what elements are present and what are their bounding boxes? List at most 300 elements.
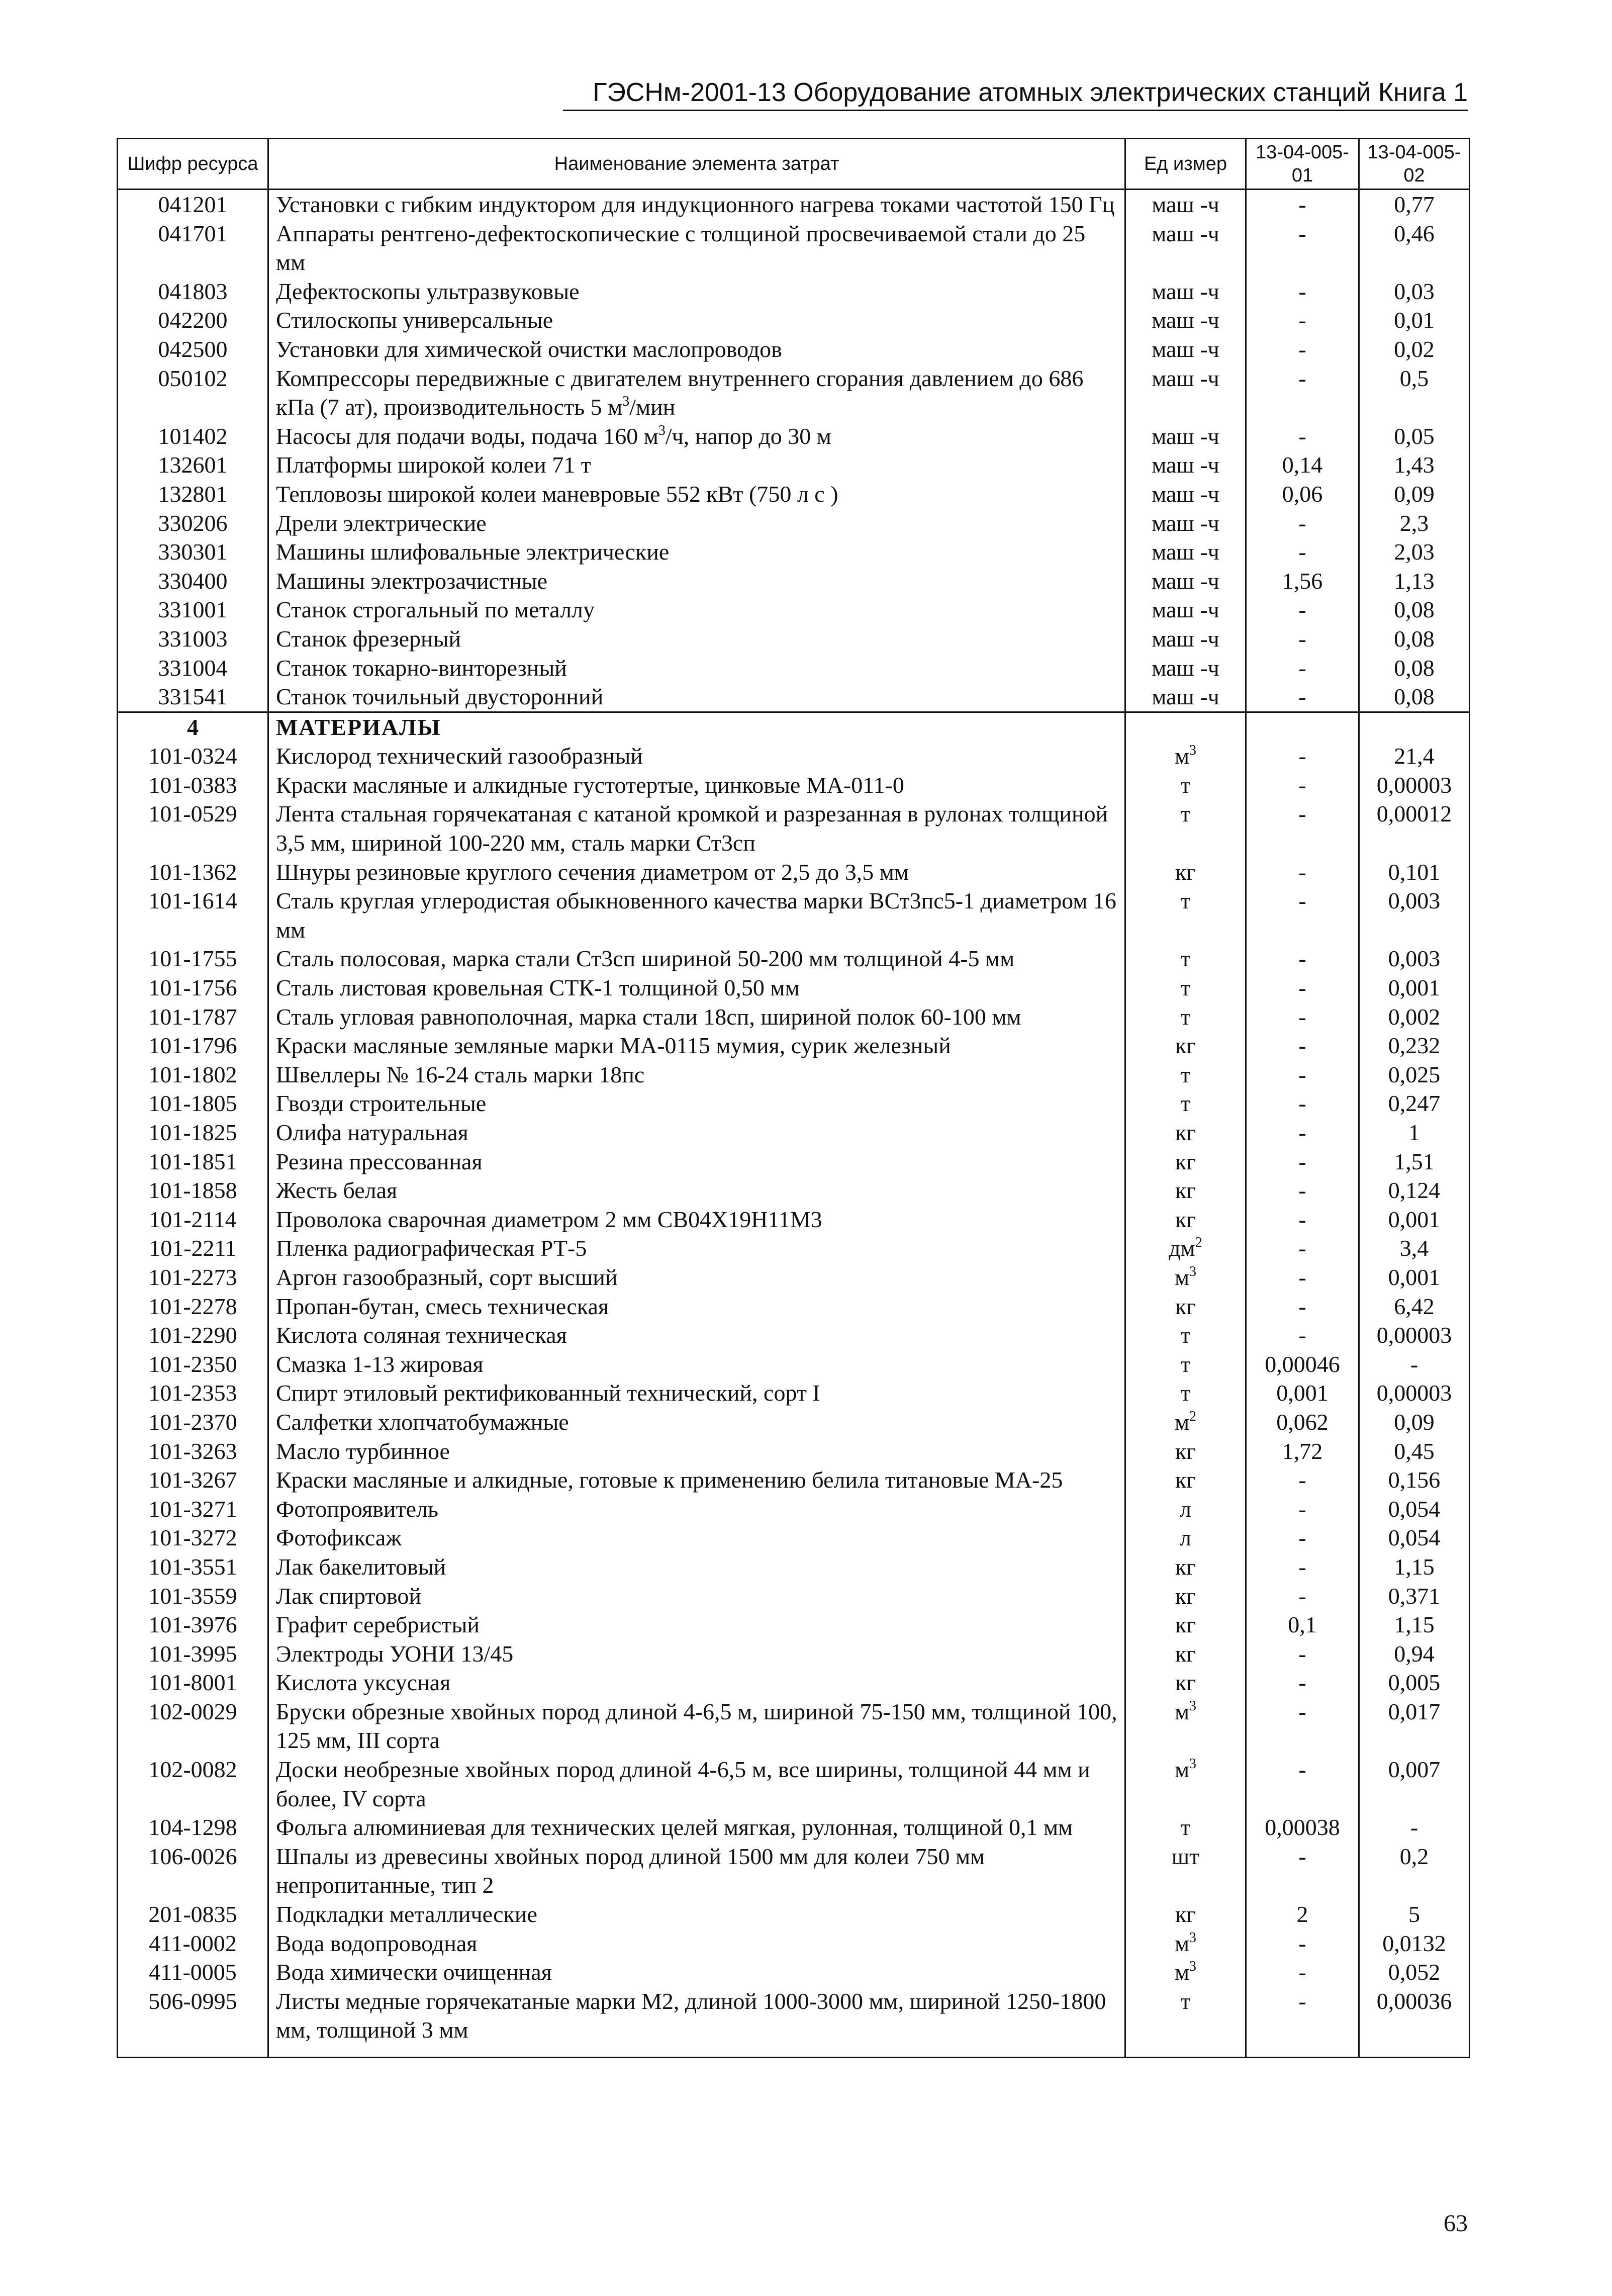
cell-norm-01: - xyxy=(1246,1205,1359,1234)
cell-norm-01: - xyxy=(1246,1002,1359,1032)
cell-unit: $м^3$ xyxy=(1125,1958,1246,1987)
cell-code: 104-1298 xyxy=(118,1813,268,1842)
cell-norm-02: 0,007 xyxy=(1359,1755,1470,1813)
cell-norm-02: 0,5 xyxy=(1359,364,1470,422)
cell-norm-02: 0,94 xyxy=(1359,1639,1470,1669)
cell-code: 101-1851 xyxy=(118,1147,268,1176)
cell-norm-01: - xyxy=(1246,335,1359,364)
cell-norm-02: 0,005 xyxy=(1359,1668,1470,1697)
table-row xyxy=(118,509,1470,538)
cell-code: 101-2370 xyxy=(118,1408,268,1437)
cell-name: Дрели электрические xyxy=(268,509,1125,538)
cell-norm-01: - xyxy=(1246,1755,1359,1813)
table-row xyxy=(118,654,1470,683)
cell-norm-01: - xyxy=(1246,1089,1359,1118)
cell-unit: маш -ч xyxy=(1125,335,1246,364)
cell-norm-02: 2,03 xyxy=(1359,537,1470,567)
cell-name: Кислота соляная техническая xyxy=(268,1321,1125,1350)
table-row xyxy=(118,682,1470,712)
table-header-row xyxy=(118,139,1470,190)
cell-norm-02: 0,003 xyxy=(1359,886,1470,944)
table-row xyxy=(118,1292,1470,1321)
cell-code: 411-0002 xyxy=(118,1929,268,1958)
cell-norm-02: 0,001 xyxy=(1359,973,1470,1002)
cell-code: 101-1614 xyxy=(118,886,268,944)
cell-name: Пленка радиографическая РТ-5 xyxy=(268,1234,1125,1263)
cell-unit: т xyxy=(1125,771,1246,800)
cell-code: 101-2278 xyxy=(118,1292,268,1321)
cell-unit: кг xyxy=(1125,1437,1246,1466)
table-row xyxy=(118,1697,1470,1755)
cell-name: Установки для химической очистки маслопроводов xyxy=(268,335,1125,364)
table-row xyxy=(118,771,1470,800)
cell-norm-02: 0,08 xyxy=(1359,595,1470,624)
column-header-unit: Ед измер xyxy=(1125,139,1246,190)
cell-norm-02: 0,101 xyxy=(1359,858,1470,887)
cell-name: Кислород технический газообразный xyxy=(268,742,1125,771)
cell-norm-02: 1,13 xyxy=(1359,567,1470,596)
cell-norm-01: - xyxy=(1246,1987,1359,2058)
resource-table xyxy=(117,138,1470,2058)
cell-norm-01: - xyxy=(1246,1523,1359,1552)
cell-name: Машины электрозачистные xyxy=(268,567,1125,596)
cell-name: Дефектоскопы ультразвуковые xyxy=(268,277,1125,306)
cell-unit: кг xyxy=(1125,1610,1246,1639)
cell-name: Кислота уксусная xyxy=(268,1668,1125,1697)
table-row xyxy=(118,1321,1470,1350)
table-row xyxy=(118,624,1470,654)
cell-name: Аппараты рентгено-дефектоскопические с толщиной просвечиваемой стали до 25 мм xyxy=(268,219,1125,277)
cell-norm-02: 0,001 xyxy=(1359,1205,1470,1234)
cell-norm-01: - xyxy=(1246,886,1359,944)
table-row xyxy=(118,973,1470,1002)
cell-unit: $м^2$ xyxy=(1125,1408,1246,1437)
cell-norm-02: 5 xyxy=(1359,1900,1470,1929)
cell-unit: т xyxy=(1125,1987,1246,2058)
cell-norm-02: 0,05 xyxy=(1359,422,1470,451)
cell-norm-02: 0,08 xyxy=(1359,654,1470,683)
cell-norm-01: 0,062 xyxy=(1246,1408,1359,1437)
cell-norm-01: - xyxy=(1246,1929,1359,1958)
cell-code: 101-1858 xyxy=(118,1176,268,1205)
cell-norm-02: 3,4 xyxy=(1359,1234,1470,1263)
cell-unit: шт xyxy=(1125,1842,1246,1900)
cell-norm-02: 1,51 xyxy=(1359,1147,1470,1176)
cell-name: Швеллеры № 16-24 сталь марки 18пс xyxy=(268,1060,1125,1089)
cell-norm-01: - xyxy=(1246,306,1359,335)
cell-code: 101-1755 xyxy=(118,944,268,973)
cell-name: Аргон газообразный, сорт высший xyxy=(268,1263,1125,1292)
cell-name: Подкладки металлические xyxy=(268,1900,1125,1929)
table-row xyxy=(118,219,1470,277)
cell-code: 101-2114 xyxy=(118,1205,268,1234)
cell-unit: маш -ч xyxy=(1125,364,1246,422)
table-row xyxy=(118,1523,1470,1552)
cell-code: 331001 xyxy=(118,595,268,624)
cell-unit: маш -ч xyxy=(1125,480,1246,509)
cell-code: 041201 xyxy=(118,190,268,219)
cell-norm-02: 0,025 xyxy=(1359,1060,1470,1089)
cell-unit: маш -ч xyxy=(1125,219,1246,277)
cell-code: 101-3995 xyxy=(118,1639,268,1669)
table-row xyxy=(118,1958,1470,1987)
table-row xyxy=(118,1350,1470,1379)
cell-code: 102-0082 xyxy=(118,1755,268,1813)
table-row xyxy=(118,1900,1470,1929)
table-row xyxy=(118,1987,1470,2058)
cell-name: Лак бакелитовый xyxy=(268,1552,1125,1582)
cell-code: 101-3272 xyxy=(118,1523,268,1552)
table-row xyxy=(118,742,1470,771)
running-header: ГЭСНм-2001-13 Оборудование атомных электрических станций Книга 1 xyxy=(593,78,1468,107)
cell-norm-01: - xyxy=(1246,509,1359,538)
cell-code: 101-1802 xyxy=(118,1060,268,1089)
cell-unit: $м^3$ xyxy=(1125,1929,1246,1958)
table-row xyxy=(118,1118,1470,1147)
cell-norm-01: - xyxy=(1246,1118,1359,1147)
cell-name: Лак спиртовой xyxy=(268,1582,1125,1611)
cell-name: Масло турбинное xyxy=(268,1437,1125,1466)
cell-unit: т xyxy=(1125,944,1246,973)
cell-code: 330400 xyxy=(118,567,268,596)
cell-name: Фотопроявитель xyxy=(268,1495,1125,1524)
cell-norm-01: - xyxy=(1246,537,1359,567)
cell-name: Станок точильный двусторонний xyxy=(268,682,1125,712)
cell-code: 330206 xyxy=(118,509,268,538)
cell-unit: маш -ч xyxy=(1125,624,1246,654)
cell-name: Сталь листовая кровельная СТК-1 толщиной 0,50 мм xyxy=(268,973,1125,1002)
cell-norm-01: - xyxy=(1246,1697,1359,1755)
cell-norm-02: 1,15 xyxy=(1359,1552,1470,1582)
table-row xyxy=(118,595,1470,624)
table-row xyxy=(118,1263,1470,1292)
cell-unit: кг xyxy=(1125,1176,1246,1205)
cell-code: 331003 xyxy=(118,624,268,654)
cell-norm-02: 0,02 xyxy=(1359,335,1470,364)
cell-norm-02: 0,77 xyxy=(1359,190,1470,219)
cell-unit: т xyxy=(1125,1350,1246,1379)
cell-norm-02: 0,08 xyxy=(1359,624,1470,654)
table-row xyxy=(118,1552,1470,1582)
cell-code: 506-0995 xyxy=(118,1987,268,2058)
cell-unit: кг xyxy=(1125,1205,1246,1234)
table-row xyxy=(118,1929,1470,1958)
cell-unit: $дм^2$ xyxy=(1125,1234,1246,1263)
cell-name: Краски масляные земляные марки МА-0115 мумия, сурик железный xyxy=(268,1031,1125,1060)
cell-norm-01: - xyxy=(1246,1031,1359,1060)
cell-code: 4 xyxy=(118,712,268,742)
cell-unit: $м^3$ xyxy=(1125,742,1246,771)
cell-name: Тепловозы широкой колеи маневровые 552 кВт (750 л с ) xyxy=(268,480,1125,509)
cell-code: 101-1756 xyxy=(118,973,268,1002)
cell-code: 101-1796 xyxy=(118,1031,268,1060)
cell-unit: маш -ч xyxy=(1125,277,1246,306)
cell-norm-02: 0,09 xyxy=(1359,480,1470,509)
cell-code: 101-1805 xyxy=(118,1089,268,1118)
cell-name: МАТЕРИАЛЫ xyxy=(268,712,1125,742)
table-row xyxy=(118,1582,1470,1611)
cell-norm-01: - xyxy=(1246,654,1359,683)
cell-unit: кг xyxy=(1125,1639,1246,1669)
cell-code: 101-3267 xyxy=(118,1465,268,1495)
cell-norm-02: 0,03 xyxy=(1359,277,1470,306)
cell-norm-02: 0,09 xyxy=(1359,1408,1470,1437)
cell-code: 041701 xyxy=(118,219,268,277)
cell-code: 101-1825 xyxy=(118,1118,268,1147)
cell-norm-02: 0,156 xyxy=(1359,1465,1470,1495)
cell-norm-02: 0,017 xyxy=(1359,1697,1470,1755)
cell-unit: т xyxy=(1125,1379,1246,1408)
cell-code: 102-0029 xyxy=(118,1697,268,1755)
cell-name: Гвозди строительные xyxy=(268,1089,1125,1118)
table-row xyxy=(118,1205,1470,1234)
table-row xyxy=(118,190,1470,219)
cell-code: 101-3263 xyxy=(118,1437,268,1466)
cell-name: Стилоскопы универсальные xyxy=(268,306,1125,335)
cell-unit: кг xyxy=(1125,1118,1246,1147)
cell-unit: маш -ч xyxy=(1125,190,1246,219)
cell-norm-02: 0,08 xyxy=(1359,682,1470,712)
table-row xyxy=(118,1379,1470,1408)
cell-name: Графит серебристый xyxy=(268,1610,1125,1639)
cell-norm-02: 0,124 xyxy=(1359,1176,1470,1205)
cell-norm-02: 0,00003 xyxy=(1359,771,1470,800)
cell-unit xyxy=(1125,712,1246,742)
cell-norm-01: 0,1 xyxy=(1246,1610,1359,1639)
cell-norm-01: - xyxy=(1246,799,1359,857)
cell-name: Шпалы из древесины хвойных пород длиной 1500 мм для колеи 750 мм непропитанные, тип 2 xyxy=(268,1842,1125,1900)
section-row xyxy=(118,712,1470,742)
cell-norm-01: - xyxy=(1246,624,1359,654)
cell-norm-02: 0,00003 xyxy=(1359,1321,1470,1350)
cell-norm-02: 0,002 xyxy=(1359,1002,1470,1032)
cell-norm-01: - xyxy=(1246,1176,1359,1205)
cell-name: Олифа натуральная xyxy=(268,1118,1125,1147)
cell-name: Резина прессованная xyxy=(268,1147,1125,1176)
cell-name: Шнуры резиновые круглого сечения диаметром от 2,5 до 3,5 мм xyxy=(268,858,1125,887)
table-row xyxy=(118,1610,1470,1639)
cell-name: Фотофиксаж xyxy=(268,1523,1125,1552)
cell-unit: $м^3$ xyxy=(1125,1697,1246,1755)
cell-norm-01: - xyxy=(1246,277,1359,306)
cell-code: 101-3271 xyxy=(118,1495,268,1524)
cell-name: Вода водопроводная xyxy=(268,1929,1125,1958)
table-row xyxy=(118,1089,1470,1118)
cell-norm-01: - xyxy=(1246,1292,1359,1321)
cell-unit: кг xyxy=(1125,1668,1246,1697)
cell-code: 101-8001 xyxy=(118,1668,268,1697)
cell-norm-02: 1,43 xyxy=(1359,450,1470,480)
table-row xyxy=(118,306,1470,335)
cell-name: Жесть белая xyxy=(268,1176,1125,1205)
cell-norm-01: - xyxy=(1246,742,1359,771)
cell-name: Платформы широкой колеи 71 т xyxy=(268,450,1125,480)
cell-code: 042500 xyxy=(118,335,268,364)
cell-norm-01: - xyxy=(1246,1552,1359,1582)
cell-unit: т xyxy=(1125,973,1246,1002)
cell-norm-02: 1 xyxy=(1359,1118,1470,1147)
table-row xyxy=(118,277,1470,306)
cell-norm-01: 0,00046 xyxy=(1246,1350,1359,1379)
cell-code: 101-0529 xyxy=(118,799,268,857)
cell-norm-02: 21,4 xyxy=(1359,742,1470,771)
cell-unit: маш -ч xyxy=(1125,509,1246,538)
cell-code: 101-0383 xyxy=(118,771,268,800)
cell-code: 101-3976 xyxy=(118,1610,268,1639)
cell-unit: маш -ч xyxy=(1125,306,1246,335)
table-row xyxy=(118,364,1470,422)
cell-code: 041803 xyxy=(118,277,268,306)
cell-norm-01: - xyxy=(1246,1668,1359,1697)
cell-code: 132601 xyxy=(118,450,268,480)
cell-name: Сталь полосовая, марка стали Ст3сп шириной 50-200 мм толщиной 4-5 мм xyxy=(268,944,1125,973)
cell-name: Машины шлифовальные электрические xyxy=(268,537,1125,567)
cell-unit: кг xyxy=(1125,1552,1246,1582)
column-header-name: Наименование элемента затрат xyxy=(268,139,1125,190)
cell-unit: л xyxy=(1125,1523,1246,1552)
cell-unit: кг xyxy=(1125,1582,1246,1611)
cell-norm-01: - xyxy=(1246,1582,1359,1611)
cell-code: 331541 xyxy=(118,682,268,712)
cell-code: 101-3551 xyxy=(118,1552,268,1582)
table-row xyxy=(118,480,1470,509)
table-row xyxy=(118,1755,1470,1813)
cell-norm-01: - xyxy=(1246,1060,1359,1089)
table-row xyxy=(118,1668,1470,1697)
table-row xyxy=(118,335,1470,364)
cell-norm-01 xyxy=(1246,712,1359,742)
cell-unit: маш -ч xyxy=(1125,537,1246,567)
cell-unit: т xyxy=(1125,799,1246,857)
table-row xyxy=(118,1437,1470,1466)
table-row xyxy=(118,422,1470,451)
cell-unit: маш -ч xyxy=(1125,450,1246,480)
cell-norm-01: 0,001 xyxy=(1246,1379,1359,1408)
cell-norm-01: 1,72 xyxy=(1246,1437,1359,1466)
cell-name: Насосы для подачи воды, подача 160 $м^3/ч$, напор до 30 м xyxy=(268,422,1125,451)
cell-norm-02: 0,46 xyxy=(1359,219,1470,277)
table-row xyxy=(118,450,1470,480)
cell-norm-01: 0,00038 xyxy=(1246,1813,1359,1842)
cell-unit: кг xyxy=(1125,1465,1246,1495)
cell-unit: т xyxy=(1125,1089,1246,1118)
cell-norm-02: 0,054 xyxy=(1359,1495,1470,1524)
cell-unit: маш -ч xyxy=(1125,422,1246,451)
cell-name: Салфетки хлопчатобумажные xyxy=(268,1408,1125,1437)
cell-norm-02 xyxy=(1359,712,1470,742)
cell-name: Спирт этиловый ректификованный технический, сорт I xyxy=(268,1379,1125,1408)
table-row xyxy=(118,858,1470,887)
column-header-norm-01: 13-04-005-01 xyxy=(1246,139,1359,190)
table-row xyxy=(118,1002,1470,1032)
cell-name: Станок фрезерный xyxy=(268,624,1125,654)
cell-name: Станок строгальный по металлу xyxy=(268,595,1125,624)
cell-norm-01: - xyxy=(1246,1321,1359,1350)
cell-norm-01: - xyxy=(1246,1263,1359,1292)
cell-norm-01: - xyxy=(1246,1465,1359,1495)
cell-norm-02: 0,00036 xyxy=(1359,1987,1470,2058)
cell-norm-01: - xyxy=(1246,1147,1359,1176)
cell-norm-02: 0,00012 xyxy=(1359,799,1470,857)
cell-norm-02: 0,2 xyxy=(1359,1842,1470,1900)
cell-code: 101-2290 xyxy=(118,1321,268,1350)
cell-name: Компрессоры передвижные с двигателем внутреннего сгорания давлением до 686 кПа (7 ат), производительность 5 $м^3$/мин xyxy=(268,364,1125,422)
table-row xyxy=(118,567,1470,596)
cell-unit: т xyxy=(1125,886,1246,944)
cell-name: Установки с гибким индуктором для индукционного нагрева токами частотой 150 Гц xyxy=(268,190,1125,219)
cell-unit: кг xyxy=(1125,858,1246,887)
table-row xyxy=(118,886,1470,944)
table-row xyxy=(118,944,1470,973)
table-row xyxy=(118,1176,1470,1205)
cell-norm-02: 2,3 xyxy=(1359,509,1470,538)
table-row xyxy=(118,1060,1470,1089)
cell-name: Станок токарно-винторезный xyxy=(268,654,1125,683)
cell-unit: маш -ч xyxy=(1125,567,1246,596)
cell-norm-01: - xyxy=(1246,1842,1359,1900)
cell-code: 101-2273 xyxy=(118,1263,268,1292)
header-rule xyxy=(563,110,1468,111)
table-row xyxy=(118,1842,1470,1900)
cell-unit: кг xyxy=(1125,1147,1246,1176)
cell-unit: кг xyxy=(1125,1900,1246,1929)
cell-code: 101-2353 xyxy=(118,1379,268,1408)
cell-norm-01: 2 xyxy=(1246,1900,1359,1929)
cell-norm-01: 0,06 xyxy=(1246,480,1359,509)
cell-norm-01: - xyxy=(1246,771,1359,800)
cell-name: Краски масляные и алкидные густотертые, цинковые МА-011-0 xyxy=(268,771,1125,800)
table-body xyxy=(118,190,1470,2058)
cell-name: Пропан-бутан, смесь техническая xyxy=(268,1292,1125,1321)
cell-name: Бруски обрезные хвойных пород длиной 4-6,5 м, шириной 75-150 мм, толщиной 100, 125 мм, III сорта xyxy=(268,1697,1125,1755)
cell-norm-02: 0,001 xyxy=(1359,1263,1470,1292)
table-row xyxy=(118,1465,1470,1495)
cell-norm-01: - xyxy=(1246,682,1359,712)
cell-norm-02: - xyxy=(1359,1813,1470,1842)
column-header-code: Шифр ресурса xyxy=(118,139,268,190)
table-row xyxy=(118,799,1470,857)
cell-name: Проволока сварочная диаметром 2 мм СВ04Х19Н11М3 xyxy=(268,1205,1125,1234)
cell-name: Фольга алюминиевая для технических целей мягкая, рулонная, толщиной 0,1 мм xyxy=(268,1813,1125,1842)
cell-code: 132801 xyxy=(118,480,268,509)
cell-norm-01: - xyxy=(1246,858,1359,887)
cell-norm-01: - xyxy=(1246,364,1359,422)
table-row xyxy=(118,1031,1470,1060)
cell-code: 201-0835 xyxy=(118,1900,268,1929)
cell-unit: т xyxy=(1125,1813,1246,1842)
cell-unit: кг xyxy=(1125,1292,1246,1321)
cell-unit: т xyxy=(1125,1002,1246,1032)
column-header-norm-02: 13-04-005-02 xyxy=(1359,139,1470,190)
cell-norm-02: 0,054 xyxy=(1359,1523,1470,1552)
cell-unit: л xyxy=(1125,1495,1246,1524)
cell-norm-02: 0,371 xyxy=(1359,1582,1470,1611)
cell-code: 106-0026 xyxy=(118,1842,268,1900)
cell-norm-02: 0,01 xyxy=(1359,306,1470,335)
cell-unit: т xyxy=(1125,1321,1246,1350)
cell-norm-01: - xyxy=(1246,190,1359,219)
cell-code: 330301 xyxy=(118,537,268,567)
cell-norm-02: 0,00003 xyxy=(1359,1379,1470,1408)
cell-norm-01: 0,14 xyxy=(1246,450,1359,480)
cell-norm-02: 0,0132 xyxy=(1359,1929,1470,1958)
cell-code: 331004 xyxy=(118,654,268,683)
cell-norm-01: - xyxy=(1246,595,1359,624)
page-number: 63 xyxy=(1444,2210,1468,2237)
cell-name: Электроды УОНИ 13/45 xyxy=(268,1639,1125,1669)
cell-unit: кг xyxy=(1125,1031,1246,1060)
cell-name: Краски масляные и алкидные, готовые к применению белила титановые МА-25 xyxy=(268,1465,1125,1495)
